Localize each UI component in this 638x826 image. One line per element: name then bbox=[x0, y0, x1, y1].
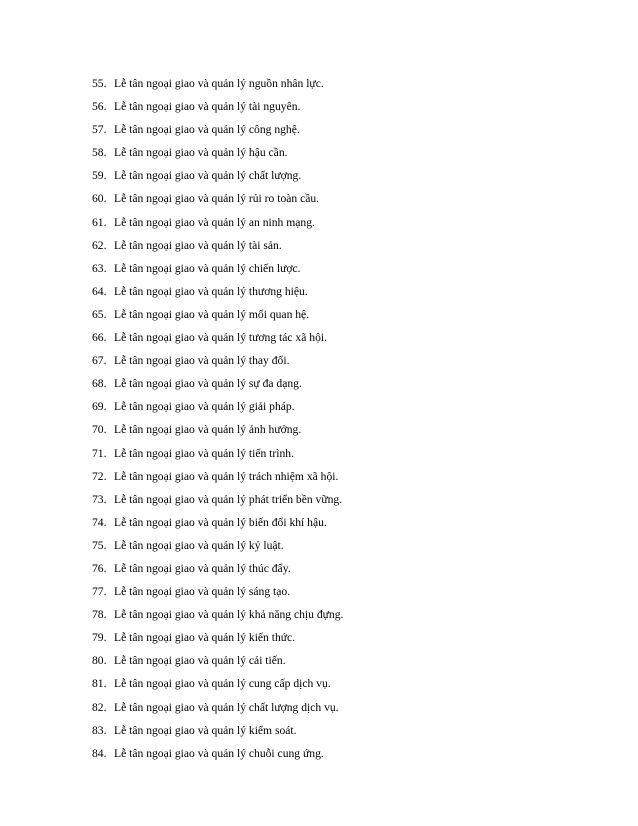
list-item bbox=[92, 141, 343, 164]
list-item-number: 82. bbox=[92, 700, 107, 714]
list-item-number: 78. bbox=[92, 608, 107, 622]
list-item bbox=[92, 395, 343, 418]
list-item-text: Lễ tân ngoại giao và quản lý kiểm soát. bbox=[114, 723, 297, 737]
list-item-number: 76. bbox=[92, 561, 107, 575]
list-item bbox=[92, 280, 343, 303]
list-item-number: 57. bbox=[92, 123, 107, 137]
list-item-number: 84. bbox=[92, 746, 107, 760]
list-item bbox=[92, 95, 343, 118]
list-item-text: Lễ tân ngoại giao và quản lý công nghệ. bbox=[114, 123, 300, 137]
list-item-number: 79. bbox=[92, 631, 107, 645]
list-item-text: Lễ tân ngoại giao và quản lý phát triển bền vững. bbox=[114, 492, 343, 506]
list-item-text: Lễ tân ngoại giao và quản lý khả năng chịu đựng. bbox=[114, 608, 344, 622]
list-item-text: Lễ tân ngoại giao và quản lý tài sản. bbox=[114, 238, 282, 252]
list-item-number: 55. bbox=[92, 77, 107, 90]
list-item-number: 83. bbox=[92, 723, 107, 737]
list-item-text: Lễ tân ngoại giao và quản lý kỷ luật. bbox=[114, 538, 284, 552]
list-item-text: Lễ tân ngoại giao và quản lý cung cấp dịch vụ. bbox=[114, 677, 331, 691]
list-item-text: Lễ tân ngoại giao và quản lý chuỗi cung ứng. bbox=[114, 746, 324, 760]
list-item bbox=[92, 418, 343, 441]
list-item-text: Lễ tân ngoại giao và quản lý thương hiệu. bbox=[114, 284, 308, 298]
list-item-number: 67. bbox=[92, 354, 107, 368]
list-item bbox=[92, 488, 343, 511]
list-item-text: Lễ tân ngoại giao và quản lý sự đa dạng. bbox=[114, 377, 302, 391]
list-item bbox=[92, 72, 343, 95]
list-item bbox=[92, 257, 343, 280]
list-item-number: 66. bbox=[92, 331, 107, 345]
list-item-text: Lễ tân ngoại giao và quản lý hậu cần. bbox=[114, 146, 288, 160]
list-item-text: Lễ tân ngoại giao và quản lý cải tiến. bbox=[114, 654, 286, 668]
list-item bbox=[92, 349, 343, 372]
list-item bbox=[92, 626, 343, 649]
numbered-list bbox=[92, 72, 343, 765]
list-item-text: Lễ tân ngoại giao và quản lý ảnh hưởng. bbox=[114, 423, 302, 437]
list-item-text: Lễ tân ngoại giao và quản lý thay đổi. bbox=[114, 354, 290, 368]
list-item-number: 69. bbox=[92, 400, 107, 414]
list-item-text: Lễ tân ngoại giao và quản lý trách nhiệm xã hội. bbox=[114, 469, 339, 483]
list-item bbox=[92, 696, 343, 719]
list-item-number: 68. bbox=[92, 377, 107, 391]
list-item-text: Lễ tân ngoại giao và quản lý tài nguyên. bbox=[114, 100, 301, 114]
list-item-text: Lễ tân ngoại giao và quản lý chiến lược. bbox=[114, 261, 301, 275]
list-item-number: 70. bbox=[92, 423, 107, 437]
list-item-number: 59. bbox=[92, 169, 107, 183]
list-item-number: 71. bbox=[92, 446, 107, 460]
list-item bbox=[92, 372, 343, 395]
list-item bbox=[92, 187, 343, 210]
list-item-number: 64. bbox=[92, 284, 107, 298]
list-item-text: Lễ tân ngoại giao và quản lý chất lượng. bbox=[114, 169, 302, 183]
list-item-text: Lễ tân ngoại giao và quản lý nguồn nhân lực. bbox=[114, 77, 324, 90]
list-item bbox=[92, 303, 343, 326]
list-item-text: Lễ tân ngoại giao và quản lý biến đổi khí hậu. bbox=[114, 515, 327, 529]
list-item-text: Lễ tân ngoại giao và quản lý tiến trình. bbox=[114, 446, 294, 460]
list-item-text: Lễ tân ngoại giao và quản lý kiến thức. bbox=[114, 631, 296, 645]
list-item-number: 80. bbox=[92, 654, 107, 668]
list-item-text: Lễ tân ngoại giao và quản lý chất lượng dịch vụ. bbox=[114, 700, 339, 714]
list-item bbox=[92, 534, 343, 557]
list-item bbox=[92, 234, 343, 257]
list-item bbox=[92, 672, 343, 695]
list-item bbox=[92, 326, 343, 349]
list-item-text: Lễ tân ngoại giao và quản lý rủi ro toàn cầu. bbox=[114, 192, 320, 206]
list-item-number: 75. bbox=[92, 538, 107, 552]
list-item bbox=[92, 442, 343, 465]
list-item bbox=[92, 742, 343, 765]
list-item bbox=[92, 465, 343, 488]
list-item bbox=[92, 164, 343, 187]
list-item-number: 65. bbox=[92, 307, 107, 321]
list-item-number: 56. bbox=[92, 100, 107, 114]
list-item-number: 58. bbox=[92, 146, 107, 160]
list-item-number: 81. bbox=[92, 677, 107, 691]
list-item-number: 74. bbox=[92, 515, 107, 529]
list-item-number: 77. bbox=[92, 585, 107, 599]
list-item bbox=[92, 557, 343, 580]
list-item-text: Lễ tân ngoại giao và quản lý an ninh mạng. bbox=[114, 215, 315, 229]
list-item-text: Lễ tân ngoại giao và quản lý sáng tạo. bbox=[114, 585, 291, 599]
list-item-text: Lễ tân ngoại giao và quản lý tương tác xã hội. bbox=[114, 331, 327, 345]
list-item-number: 60. bbox=[92, 192, 107, 206]
list-item-number: 63. bbox=[92, 261, 107, 275]
list-item-number: 73. bbox=[92, 492, 107, 506]
list-item bbox=[92, 511, 343, 534]
list-item-text: Lễ tân ngoại giao và quản lý giải pháp. bbox=[114, 400, 295, 414]
list-item-text: Lễ tân ngoại giao và quản lý mối quan hệ. bbox=[114, 307, 310, 321]
list-item bbox=[92, 118, 343, 141]
list-item-number: 72. bbox=[92, 469, 107, 483]
list-item-text: Lễ tân ngoại giao và quản lý thúc đẩy. bbox=[114, 561, 291, 575]
list-item bbox=[92, 580, 343, 603]
list-item-number: 61. bbox=[92, 215, 107, 229]
list-item-number: 62. bbox=[92, 238, 107, 252]
list-item bbox=[92, 211, 343, 234]
list-item bbox=[92, 649, 343, 672]
list-item bbox=[92, 603, 343, 626]
list-item bbox=[92, 719, 343, 742]
